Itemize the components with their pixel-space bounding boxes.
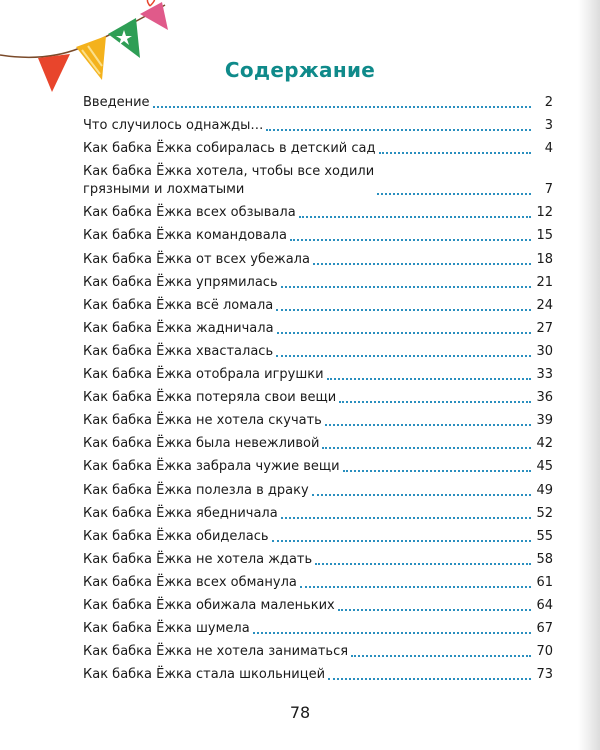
toc-entry-title: Как бабка Ёжка потеряла свои вещи [83, 390, 337, 406]
bunting-flags-decoration [0, 0, 175, 100]
dot-leader [343, 470, 531, 472]
dot-leader [281, 517, 531, 519]
toc-title: Содержание [224, 58, 376, 82]
toc-entry-page: 52 [536, 505, 553, 521]
dot-leader [153, 106, 531, 108]
toc-entry[interactable] [83, 615, 553, 638]
toc-entry-page: 55 [536, 528, 553, 544]
dot-leader [377, 193, 531, 195]
toc-entry-page: 7 [544, 182, 553, 198]
toc-entry[interactable] [83, 500, 553, 523]
toc-entry-title: Как бабка Ёжка не хотела ждать [83, 551, 313, 567]
toc-entry-page: 73 [536, 667, 553, 683]
toc-entry-title: Что случилось однажды… [83, 118, 264, 134]
toc-entry-page: 64 [536, 597, 553, 613]
dot-leader [322, 447, 531, 449]
toc-entry-title: Как бабка Ёжка шумела [83, 621, 250, 637]
toc-entry-title: Как бабка Ёжка не хотела заниматься [83, 644, 349, 660]
toc-entry-title: Как бабка Ёжка полезла в драку [83, 482, 309, 498]
toc-entry[interactable] [83, 245, 553, 268]
dot-leader [327, 378, 531, 380]
dot-leader [277, 332, 531, 334]
toc-entry[interactable] [83, 430, 553, 453]
toc-entry[interactable] [83, 384, 553, 407]
toc-entry-title: Как бабка Ёжка хвасталась [83, 343, 274, 359]
toc-entry-title: Как бабка Ёжка всё ломала [83, 297, 274, 313]
toc-entry-page: 30 [536, 343, 553, 359]
toc-entry[interactable] [83, 112, 553, 135]
toc-entry-page: 24 [536, 297, 553, 313]
toc-entry-title: Как бабка Ёжка всех обманула [83, 574, 297, 590]
dot-leader [313, 263, 531, 265]
toc-entry-title: Как бабка Ёжка ябедничала [83, 505, 278, 521]
toc-entry[interactable] [83, 638, 553, 661]
toc-entry-page: 36 [536, 390, 553, 406]
dot-leader [290, 239, 531, 241]
toc-entry-page: 39 [536, 413, 553, 429]
dot-leader [328, 678, 531, 680]
toc-entry-title: Как бабка Ёжка жадничала [83, 320, 274, 336]
toc-entry-page: 61 [536, 574, 553, 590]
toc-entry[interactable] [83, 292, 553, 315]
table-of-contents [83, 89, 553, 684]
toc-entry[interactable] [83, 199, 553, 222]
dot-leader [315, 563, 531, 565]
toc-entry[interactable] [83, 222, 553, 245]
toc-entry[interactable] [83, 569, 553, 592]
toc-entry[interactable] [83, 158, 553, 199]
toc-entry[interactable] [83, 315, 553, 338]
dot-leader [300, 586, 531, 588]
dot-leader [266, 129, 531, 131]
toc-entry[interactable] [83, 453, 553, 476]
toc-entry-page: 27 [536, 320, 553, 336]
toc-entry-title: Как бабка Ёжка стала школьницей [83, 667, 326, 683]
toc-entry-page: 33 [536, 367, 553, 383]
dot-leader [253, 632, 531, 634]
toc-entry-page: 3 [544, 118, 553, 134]
toc-entry[interactable] [83, 269, 553, 292]
toc-entry-page: 67 [536, 621, 553, 637]
dot-leader [338, 609, 531, 611]
toc-entry-title: Как бабка Ёжка не хотела скучать [83, 413, 322, 429]
toc-entry-title: Как бабка Ёжка всех обзывала [83, 205, 296, 221]
toc-entry[interactable] [83, 338, 553, 361]
toc-entry-page: 2 [544, 95, 553, 111]
toc-entry-page: 21 [536, 274, 553, 290]
toc-entry-title: Как бабка Ёжка командовала [83, 228, 287, 244]
toc-entry-title: Как бабка Ёжка отобрала игрушки [83, 367, 324, 383]
toc-entry[interactable] [83, 361, 553, 384]
toc-entry[interactable] [83, 407, 553, 430]
dot-leader [276, 355, 531, 357]
toc-entry-title: Как бабка Ёжка собиралась в детский сад [83, 141, 376, 157]
toc-entry-title: Как бабка Ёжка забрала чужие вещи [83, 459, 340, 475]
dot-leader [351, 655, 531, 657]
toc-entry-page: 58 [536, 551, 553, 567]
toc-entry-page: 49 [536, 482, 553, 498]
toc-entry[interactable] [83, 523, 553, 546]
toc-entry-title: Как бабка Ёжка обижала маленьких [83, 597, 335, 613]
toc-entry[interactable] [83, 592, 553, 615]
dot-leader [379, 152, 532, 154]
toc-entry-page: 70 [536, 644, 553, 660]
dot-leader [325, 424, 531, 426]
page-edge-shadow [578, 0, 600, 750]
toc-entry[interactable] [83, 89, 553, 112]
toc-entry[interactable] [83, 135, 553, 158]
toc-entry[interactable] [83, 546, 553, 569]
toc-entry-page: 45 [536, 459, 553, 475]
toc-entry-page: 15 [536, 228, 553, 244]
page-number: 78 [289, 703, 311, 722]
toc-entry[interactable] [83, 661, 553, 684]
dot-leader [281, 286, 531, 288]
dot-leader [272, 540, 532, 542]
toc-entry[interactable] [83, 476, 553, 499]
toc-entry-title: Как бабка Ёжка от всех убежала [83, 251, 310, 267]
toc-entry-title: Введение [83, 95, 150, 111]
toc-entry-title: Как бабка Ёжка хотела, чтобы все ходили грязными и лохматыми [83, 164, 375, 198]
dot-leader [299, 216, 531, 218]
toc-entry-title: Как бабка Ёжка была невежливой [83, 436, 320, 452]
toc-entry-title: Как бабка Ёжка упрямилась [83, 274, 278, 290]
dot-leader [339, 401, 531, 403]
dot-leader [276, 309, 531, 311]
dot-leader [312, 494, 531, 496]
toc-entry-page: 12 [536, 205, 553, 221]
toc-entry-title: Как бабка Ёжка обиделась [83, 528, 269, 544]
toc-entry-page: 18 [536, 251, 553, 267]
toc-entry-page: 42 [536, 436, 553, 452]
toc-entry-page: 4 [544, 141, 553, 157]
